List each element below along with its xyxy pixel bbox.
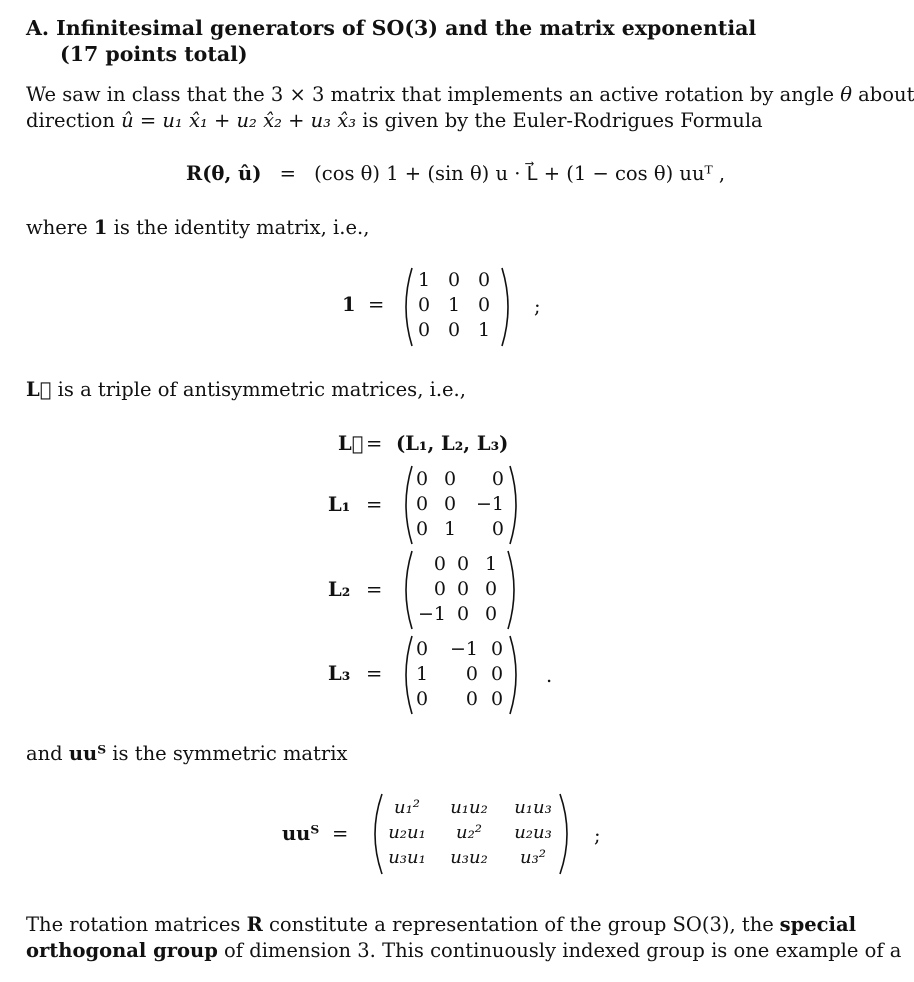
L1-label: L₁: [328, 493, 351, 516]
matrix-cell: 1: [443, 518, 457, 540]
identity-text-b: is the identity matrix, i.e.,: [107, 216, 370, 239]
matrix-cell: u₂²: [455, 822, 483, 843]
closing-line-1: [26, 913, 856, 936]
L3-matrix: [412, 637, 508, 712]
matrix-cell: 0: [415, 518, 429, 540]
matrix-cell: u₁u₃: [514, 797, 552, 818]
matrix-cell: 1: [415, 663, 429, 685]
closing-text-c: of dimension 3. This continuously indexed group is one example of a: [217, 939, 902, 962]
intro-line-1: [26, 83, 914, 106]
matrix-cell: 0: [456, 578, 470, 600]
intro-text-2: direction: [26, 109, 122, 132]
uu-bold: uuᵀ: [68, 742, 107, 765]
L2-label: L₂: [328, 578, 351, 601]
matrix-cell: 0: [433, 553, 446, 575]
matrix-cell: 1: [477, 319, 491, 341]
euler-rodrigues-formula: [186, 162, 725, 185]
closing-bold-orthogonal: orthogonal group: [26, 939, 218, 962]
matrix-cell: 0: [415, 638, 429, 660]
matrix-cell: −1: [475, 493, 504, 515]
matrix-cell: u₁u₂: [450, 797, 488, 818]
L-vector-symbol: L⃗: [26, 378, 52, 401]
matrix-cell: 0: [465, 663, 478, 685]
intro-text-2-end: is given by the Euler-Rodrigues Formula: [356, 109, 763, 132]
L3-period: .: [546, 664, 553, 687]
uu-semicolon: ;: [594, 824, 601, 847]
matrix-cell: 0: [491, 518, 504, 540]
matrix-cell: 0: [415, 468, 429, 490]
matrix-cell: −1: [449, 638, 478, 660]
matrix-cell: 0: [490, 688, 504, 710]
uu-equals: =: [332, 822, 349, 845]
identity-label: 1: [342, 293, 356, 316]
matrix-cell: u₃u₂: [450, 847, 488, 868]
closing-text-b: constitute a representation of the group SO(3), the: [262, 913, 774, 936]
closing-line-2: [26, 939, 901, 962]
uu-label: uuᵀ: [282, 822, 320, 845]
identity-semicolon: ;: [534, 295, 541, 318]
intro-text-end: about: [851, 83, 914, 106]
L3-equals: =: [366, 662, 383, 685]
matrix-cell: 0: [415, 493, 429, 515]
matrix-cell: u₃u₁: [388, 847, 426, 868]
uu-text-a: and: [26, 742, 69, 765]
matrix-cell: 0: [484, 603, 498, 625]
matrix-cell: 0: [477, 269, 491, 291]
L1-equals: =: [366, 493, 383, 516]
closing-bold-R: R: [246, 913, 263, 936]
identity-sentence: [26, 216, 369, 239]
closing-bold-special: special: [779, 913, 856, 936]
identity-text-a: where: [26, 216, 94, 239]
formula-rhs: (cos θ) 1 + (sin θ) u · L⃗ + (1 − cos θ) uuᵀ ,: [314, 162, 726, 185]
identity-bold-one: 1: [93, 216, 108, 239]
matrix-cell: 0: [415, 688, 429, 710]
matrix-cell: 0: [417, 294, 431, 316]
matrix-cell: 1: [447, 294, 461, 316]
matrix-cell: 0: [443, 468, 457, 490]
matrix-cell: u₂u₃: [514, 822, 552, 843]
matrix-cell: 0: [491, 468, 504, 490]
matrix-cell: u₁²: [393, 797, 421, 818]
formula-lhs: R(θ, û): [186, 162, 262, 185]
L-triple-label: L⃗: [338, 432, 364, 455]
matrix-cell: 0: [456, 603, 470, 625]
right-paren: [506, 549, 522, 631]
matrix-cell: 0: [443, 493, 457, 515]
intro-text: We saw in class that the 3 × 3 matrix that implements an active rotation by angle: [26, 83, 841, 106]
identity-matrix: [416, 268, 492, 343]
matrix-cell: u₃²: [519, 847, 547, 868]
section-title: A. Infinitesimal generators of SO(3) and the matrix exponential: [26, 16, 757, 40]
L2-equals: =: [366, 578, 383, 601]
right-paren: [558, 792, 576, 876]
intro-line-2: [26, 109, 763, 132]
section-points: (17 points total): [60, 42, 248, 66]
right-paren: [500, 266, 516, 348]
matrix-cell: 0: [465, 688, 478, 710]
direction-formula: û = u₁ x̂₁ + u₂ x̂₂ + u₃ x̂₃: [121, 109, 357, 132]
matrix-cell: 0: [417, 319, 431, 341]
L-triple-equals: =: [366, 432, 383, 455]
matrix-cell: 0: [447, 269, 461, 291]
matrix-cell: 0: [456, 553, 470, 575]
theta-symbol: θ: [840, 83, 852, 106]
matrix-cell: 1: [484, 553, 498, 575]
matrix-cell: 0: [447, 319, 461, 341]
matrix-cell: 0: [490, 638, 504, 660]
L-sentence: [26, 378, 466, 401]
matrix-cell: 0: [433, 578, 446, 600]
L2-matrix: [412, 552, 502, 627]
matrix-cell: 0: [484, 578, 498, 600]
matrix-cell: 1: [417, 269, 431, 291]
L-triple-rhs: (L₁, L₂, L₃): [396, 432, 509, 455]
matrix-cell: 0: [490, 663, 504, 685]
L1-matrix: [412, 467, 504, 542]
right-paren: [508, 464, 524, 546]
identity-equals: =: [368, 293, 385, 316]
right-paren: [508, 634, 524, 716]
closing-text-a: The rotation matrices: [26, 913, 247, 936]
matrix-cell: u₂u₁: [388, 822, 426, 843]
left-paren: [398, 266, 414, 348]
uu-sentence: [26, 742, 347, 765]
L3-label: L₃: [328, 662, 351, 685]
formula-equals: =: [279, 162, 296, 185]
matrix-cell: −1: [417, 603, 446, 625]
uu-text-b: is the symmetric matrix: [106, 742, 348, 765]
uu-matrix: [380, 795, 562, 870]
matrix-cell: 0: [477, 294, 491, 316]
L-sentence-text: is a triple of antisymmetric matrices, i.e.,: [51, 378, 466, 401]
